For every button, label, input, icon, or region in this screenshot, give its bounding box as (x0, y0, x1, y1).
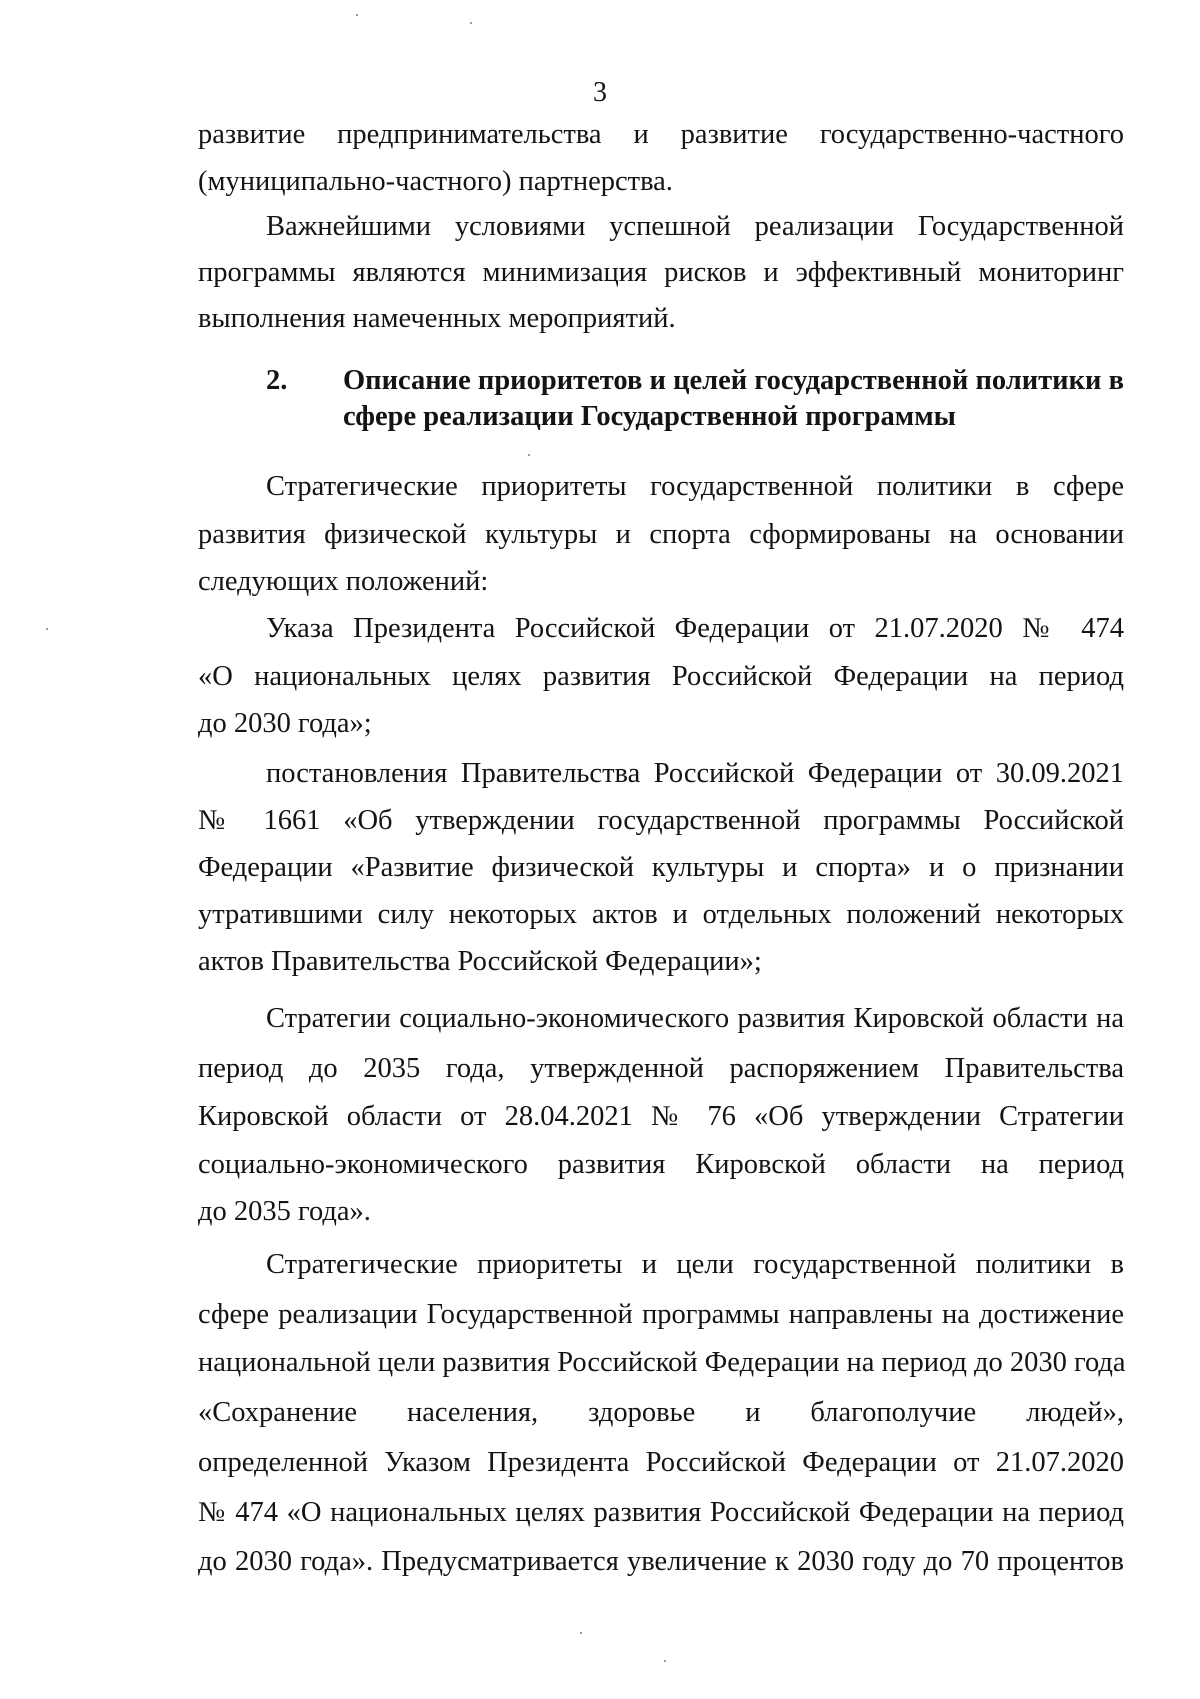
paragraph-6-line-4: социально-экономического развития Кировской области на период (198, 1149, 1124, 1180)
page-number: 3 (593, 77, 607, 108)
paragraph-1-line-2: (муниципально-частного) партнерства. (198, 166, 673, 197)
paragraph-6-line-5: до 2035 года». (198, 1196, 371, 1227)
scan-speck (46, 628, 48, 630)
scan-speck (356, 14, 358, 16)
paragraph-7-line-3: национальной цели развития Российской Федерации на период до 2030 года (198, 1347, 1126, 1378)
paragraph-3-line-2: развития физической культуры и спорта сформированы на основании (198, 519, 1124, 550)
paragraph-4-line-2: «О национальных целях развития Российской Федерации на период (198, 661, 1124, 692)
paragraph-6-line-2: период до 2035 года, утвержденной распоряжением Правительства (198, 1053, 1124, 1084)
paragraph-7-line-4: «Сохранение населения, здоровье и благополучие людей», (198, 1397, 1124, 1428)
paragraph-3-line-1: Стратегические приоритеты государственной политики в сфере (266, 471, 1124, 502)
scan-speck (580, 1632, 582, 1634)
section-heading-line-2: сфере реализации Государственной программы (343, 401, 956, 432)
paragraph-3-line-3: следующих положений: (198, 566, 489, 597)
scan-speck (528, 454, 530, 456)
scan-speck (470, 22, 472, 24)
paragraph-2-line-1: Важнейшими условиями успешной реализации Государственной (266, 211, 1124, 242)
paragraph-5-line-3: Федерации «Развитие физической культуры и спорта» и о признании (198, 852, 1124, 883)
paragraph-5-line-2: № 1661 «Об утверждении государственной программы Российской (198, 805, 1124, 836)
paragraph-7-line-2: сфере реализации Государственной программы направлены на достижение (198, 1299, 1124, 1330)
paragraph-4-line-1: Указа Президента Российской Федерации от 21.07.2020 № 474 (266, 613, 1124, 644)
paragraph-5-line-5: актов Правительства Российской Федерации»; (198, 946, 762, 977)
paragraph-5-line-4: утратившими силу некоторых актов и отдельных положений некоторых (198, 899, 1124, 930)
paragraph-5-line-1: постановления Правительства Российской Федерации от 30.09.2021 (266, 758, 1124, 789)
paragraph-7-line-1: Стратегические приоритеты и цели государственной политики в (266, 1249, 1124, 1280)
paragraph-7-line-6: № 474 «О национальных целях развития Российской Федерации на период (198, 1497, 1124, 1528)
section-heading-number: 2. (266, 365, 288, 396)
paragraph-2-line-2: программы являются минимизация рисков и эффективный мониторинг (198, 257, 1124, 288)
paragraph-6-line-3: Кировской области от 28.04.2021 № 76 «Об утверждении Стратегии (198, 1101, 1124, 1132)
section-heading-line-1: Описание приоритетов и целей государственной политики в (343, 365, 1124, 396)
paragraph-6-line-1: Стратегии социально-экономического развития Кировской области на (266, 1003, 1124, 1034)
scan-speck (664, 1660, 666, 1662)
paragraph-4-line-3: до 2030 года»; (198, 708, 372, 739)
paragraph-2-line-3: выполнения намеченных мероприятий. (198, 303, 676, 334)
paragraph-7-line-5: определенной Указом Президента Российской Федерации от 21.07.2020 (198, 1447, 1124, 1478)
paragraph-7-line-7: до 2030 года». Предусматривается увеличение к 2030 году до 70 процентов (198, 1546, 1124, 1577)
paragraph-1-line-1: развитие предпринимательства и развитие государственно-частного (198, 119, 1124, 150)
